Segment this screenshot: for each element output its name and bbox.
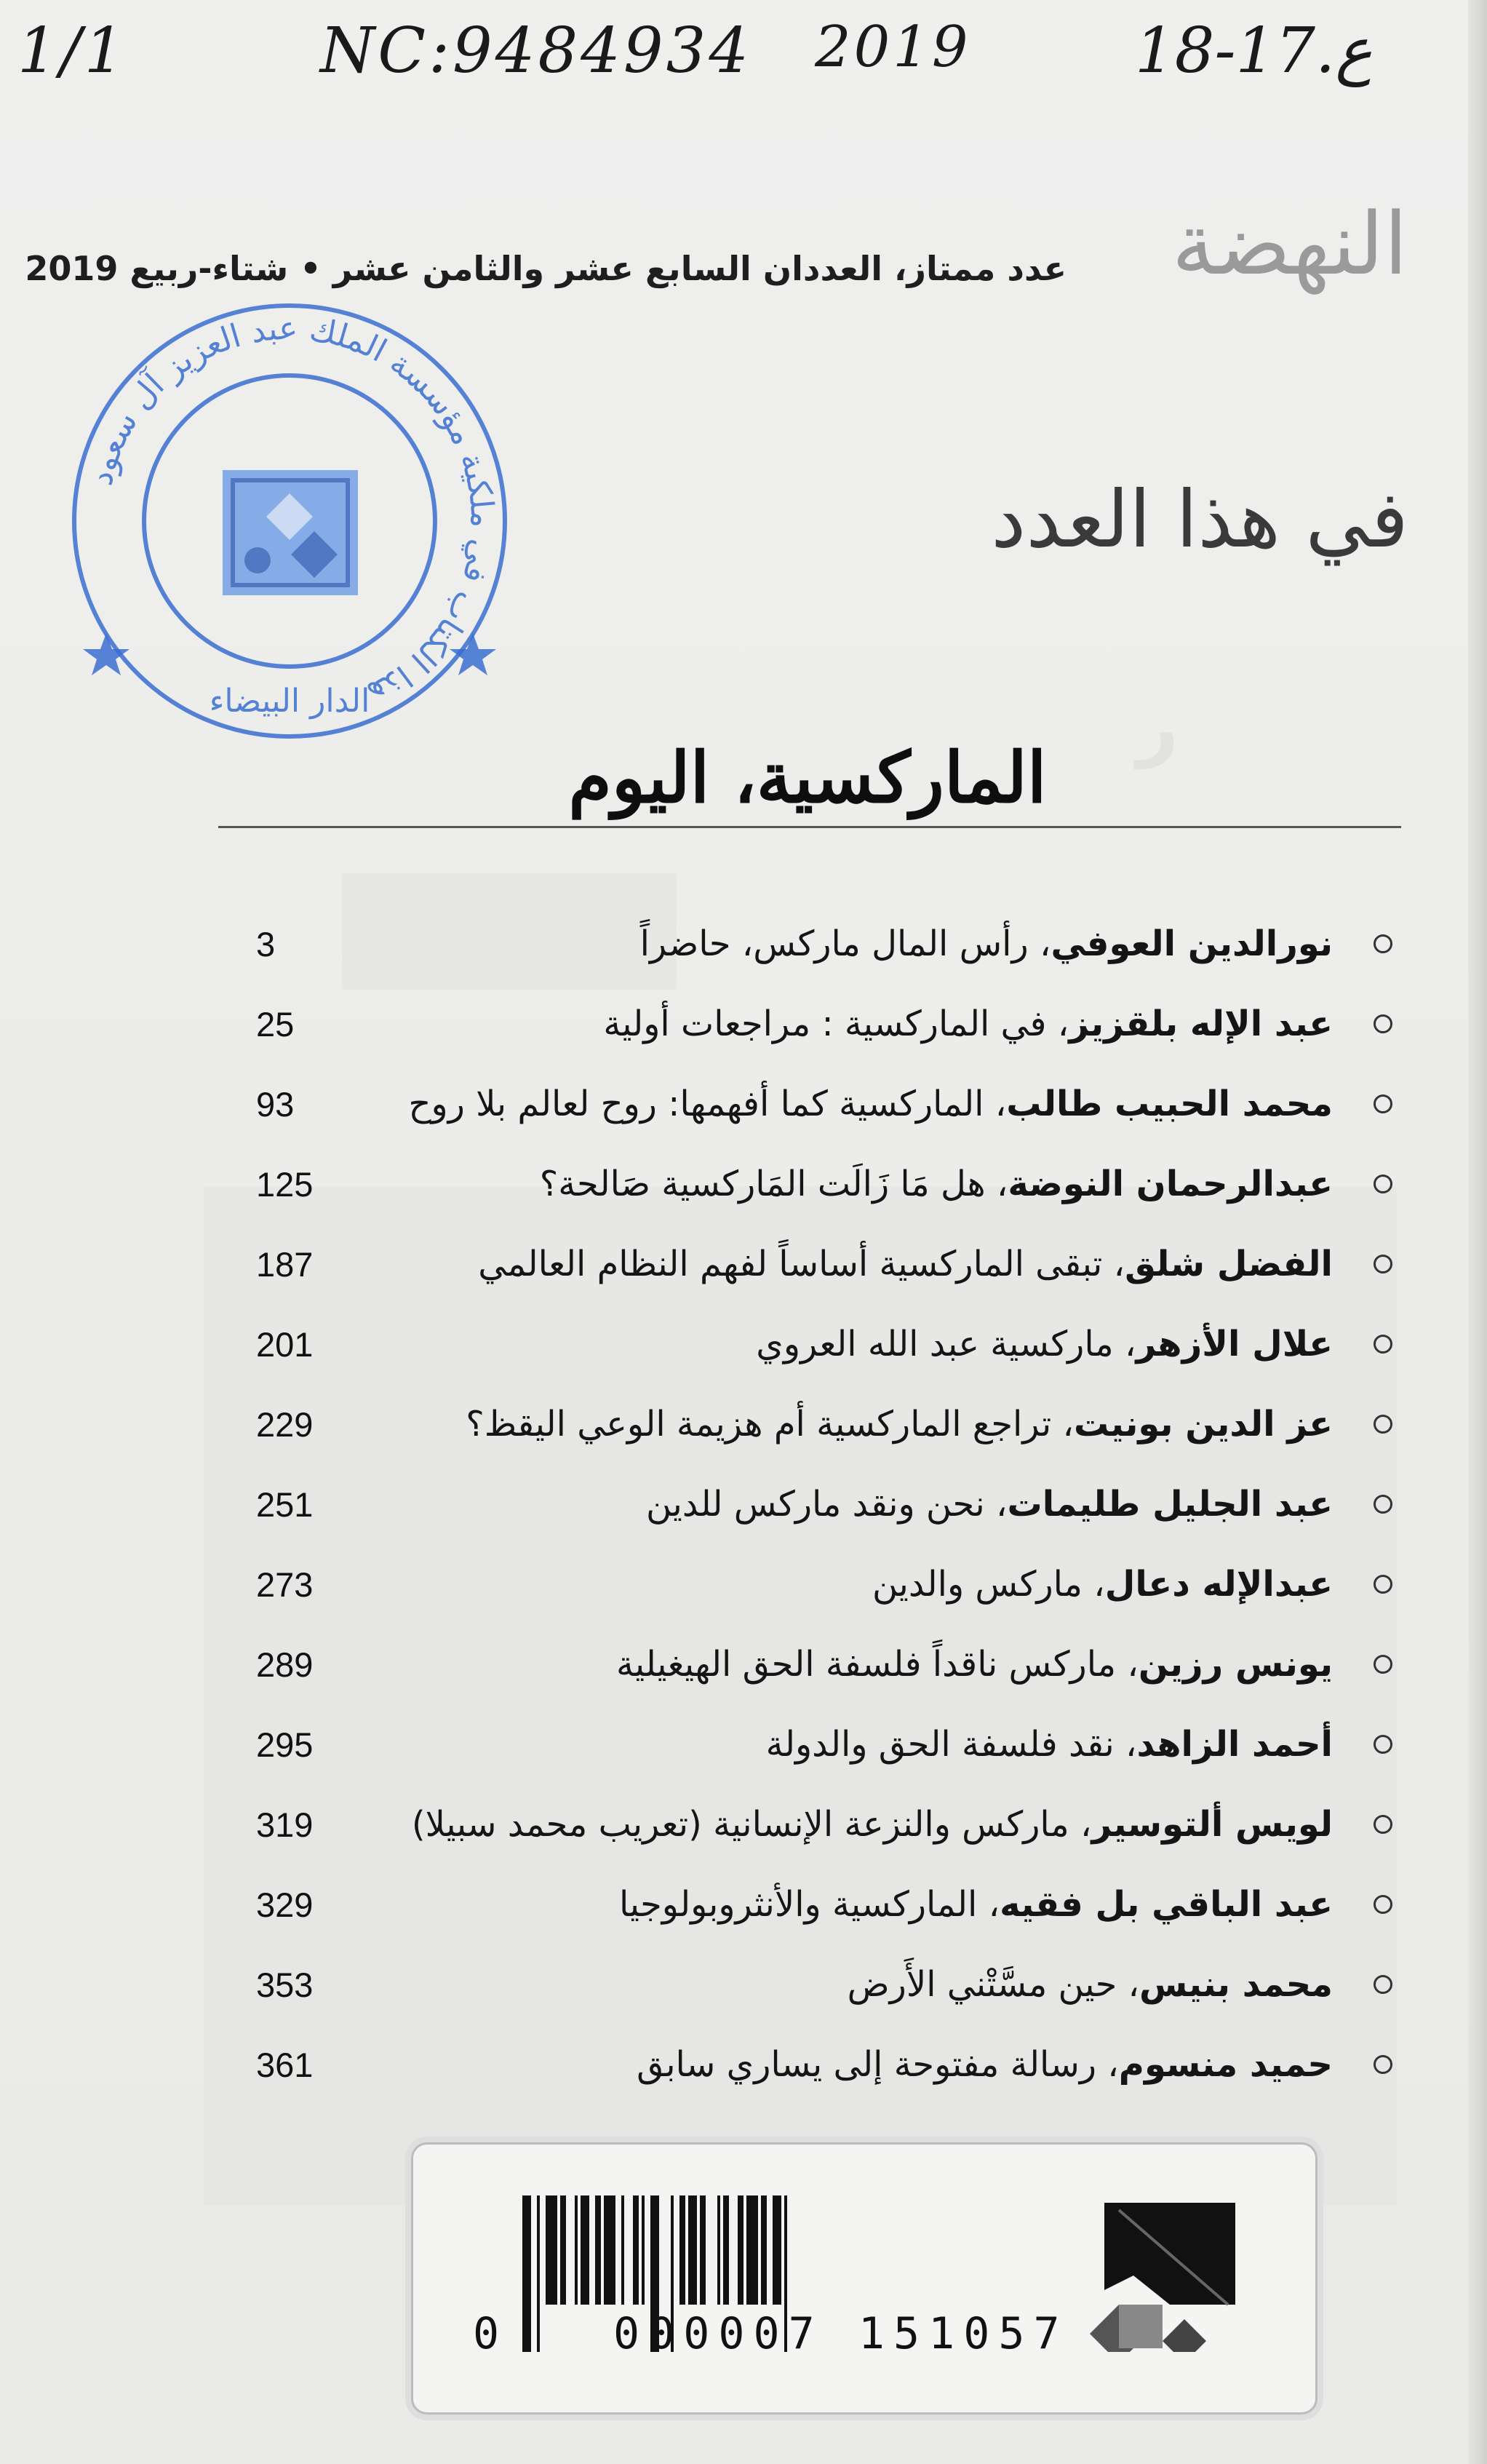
toc-entry-text [540,1164,1333,1204]
toc-entry [218,1944,1401,2024]
bullet-circle-icon [1374,1335,1392,1354]
toc-author: نورالدين العوفي [1051,923,1333,964]
toc-title: ، رأس المال ماركس، حاضراً [639,923,1051,964]
barcode-bar [633,2195,639,2305]
toc-page-number: 187 [256,1244,314,1284]
toc-entry-text [766,1724,1333,1765]
toc-entry [218,984,1401,1064]
toc-entry-text [848,1964,1333,2005]
barcode-bar [604,2195,615,2305]
toc-title: ، ماركس والنزعة الإنسانية (تعريب محمد سبيلا) [411,1804,1092,1845]
toc-author: أحمد الزاهد [1136,1724,1333,1765]
barcode-bar [746,2195,758,2305]
theme-title: الماركسية، اليوم [568,736,1047,819]
toc-entry-text [616,1644,1333,1685]
toc-entry-text [646,1484,1333,1525]
toc-author: الفضل شلق [1125,1244,1333,1284]
barcode-bar [688,2195,697,2305]
toc-title: ، هل مَا زَالَت المَاركسية صَالحة؟ [539,1164,1008,1204]
barcode-bar [723,2195,729,2305]
toc-page-number: 273 [256,1565,314,1604]
toc-author: محمد بنيس [1139,1964,1333,2005]
bullet-circle-icon [1374,1255,1392,1273]
table-of-contents [218,904,1401,2105]
toc-title: ، ماركس ناقداً فلسفة الحق الهيغيلية [616,1644,1139,1685]
toc-page-number: 125 [256,1164,314,1204]
toc-author: لويس ألتوسير [1091,1804,1333,1845]
page-edge [1468,0,1487,2464]
barcode-bar [581,2195,589,2305]
show-through-title: ر [1136,684,1179,769]
title-divider [218,826,1401,828]
barcode-bar [537,2195,540,2352]
barcode-digits: 000007 151057 [613,2308,1069,2359]
issue-line: عدد ممتاز، العددان السابع عشر والثامن عشر • شتاء-ربيع 2019 [25,249,1067,288]
handwritten-volume-code: ع.17-18 [1135,15,1373,87]
barcode-bar [560,2195,566,2305]
toc-author: عبدالإله دعال [1104,1564,1333,1605]
toc-title: ، ماركس والدين [872,1564,1105,1605]
barcode-bar [595,2195,601,2305]
handwritten-year: 2019 [815,15,971,80]
toc-entry [218,1384,1401,1464]
barcode-lead-digit: 0 [473,2308,500,2359]
toc-author: يونس رزين [1138,1644,1333,1685]
toc-page-number: 201 [256,1324,314,1364]
toc-page-number: 353 [256,1965,314,2004]
toc-page-number: 329 [256,1885,314,1924]
handwritten-shelf-mark: 1/1 [17,15,127,87]
toc-entry [218,1144,1401,1224]
toc-entry [218,1304,1401,1384]
toc-title: ، في الماركسية : مراجعات أولية [603,1004,1069,1044]
toc-page-number: 361 [256,2045,314,2084]
toc-entry [218,1704,1401,1784]
toc-entry [218,1624,1401,1704]
barcode-bar [575,2195,578,2305]
toc-title: ، ماركسية عبد الله العروي [756,1324,1136,1364]
bullet-circle-icon [1374,1735,1392,1754]
toc-author: عبد الباقي بل فقيه [1000,1884,1333,1925]
toc-author: عبد الإله بلقزيز [1069,1004,1333,1044]
barcode-bar [700,2195,706,2305]
toc-title: ، الماركسية كما أفهمها: روح لعالم بلا روح [408,1084,1007,1124]
toc-page-number: 3 [256,924,276,963]
toc-entry-text [756,1324,1333,1364]
barcode-bar [717,2195,720,2305]
toc-page-number: 319 [256,1805,314,1844]
toc-author: حميد منسوم [1118,2044,1333,2085]
toc-page-number: 93 [256,1084,295,1124]
toc-page-number: 25 [256,1004,295,1044]
toc-entry [218,1784,1401,1864]
toc-entry [218,1064,1401,1144]
toc-title: ، نحن ونقد ماركس للدين [645,1484,1008,1525]
toc-page-number: 229 [256,1404,314,1444]
stamp-star-left-icon [83,633,129,675]
toc-entry-text [637,2044,1333,2085]
bullet-circle-icon [1374,1495,1392,1514]
barcode-bar [546,2195,557,2305]
toc-entry [218,1464,1401,1544]
barcode-bar [738,2195,744,2305]
toc-title: ، تبقى الماركسية أساساً لفهم النظام العالمي [478,1244,1125,1284]
toc-entry-text [412,1804,1333,1845]
toc-author: محمد الحبيب طالب [1006,1084,1333,1124]
toc-page-number: 251 [256,1485,314,1524]
barcode-bar [522,2195,531,2352]
toc-entry [218,2024,1401,2105]
toc-title: ، تراجع الماركسية أم هزيمة الوعي اليقظ؟ [466,1404,1074,1444]
handwritten-record-number: NC:9484934 [320,15,752,87]
toc-entry-text [619,1884,1333,1925]
toc-page-number: 295 [256,1725,314,1764]
bullet-circle-icon [1374,2055,1392,2074]
bullet-circle-icon [1374,1655,1392,1674]
barcode-bar [679,2195,685,2305]
bullet-circle-icon [1374,1415,1392,1434]
barcode-bar [642,2195,645,2305]
bullet-circle-icon [1374,1895,1392,1914]
barcode-bar [773,2195,781,2305]
bullet-circle-icon [1374,1175,1392,1193]
toc-entry [218,1864,1401,1944]
bullet-circle-icon [1374,1815,1392,1834]
toc-entry [218,1224,1401,1304]
toc-entry-text [409,1084,1333,1124]
toc-author: عبد الجليل طليمات [1007,1484,1333,1525]
toc-title: ، نقد فلسفة الحق والدولة [765,1724,1137,1765]
toc-author: عز الدين بونيت [1073,1404,1333,1444]
foundation-logo-icon [1090,2195,1235,2352]
toc-author: عبدالرحمان النوضة [1008,1164,1333,1204]
barcode-bar [761,2195,767,2305]
barcode-bar [621,2195,624,2305]
bullet-circle-icon [1374,1575,1392,1594]
barcode-label [411,2142,1317,2415]
toc-entry [218,904,1401,984]
toc-entry-text [640,923,1333,964]
bullet-circle-icon [1374,934,1392,953]
bullet-circle-icon [1374,1094,1392,1113]
stamp-outer-text: هذا الكتاب في ملكية مؤسسة الملك عبد العزيز آل سعود [82,309,501,713]
toc-entry [218,1544,1401,1624]
toc-author: علال الأزهر [1136,1324,1333,1364]
journal-logo: النهضة [1171,194,1408,294]
toc-title: ، الماركسية والأنثروبولوجيا [618,1884,1000,1925]
stamp-emblem-icon [223,470,358,595]
library-stamp [67,298,512,744]
toc-title: ، حين مسَّتْني الأَرض [847,1964,1139,2005]
toc-entry-text [478,1244,1333,1284]
stamp-city: الدار البيضاء [209,683,370,720]
bullet-circle-icon [1374,1014,1392,1033]
section-title: في هذا العدد [991,474,1408,565]
toc-title: ، رسالة مفتوحة إلى يساري سابق [637,2044,1119,2085]
toc-entry-text [466,1404,1333,1444]
toc-entry-text [872,1564,1333,1605]
toc-page-number: 289 [256,1645,314,1684]
toc-entry-text [603,1004,1333,1044]
bullet-circle-icon [1374,1975,1392,1994]
